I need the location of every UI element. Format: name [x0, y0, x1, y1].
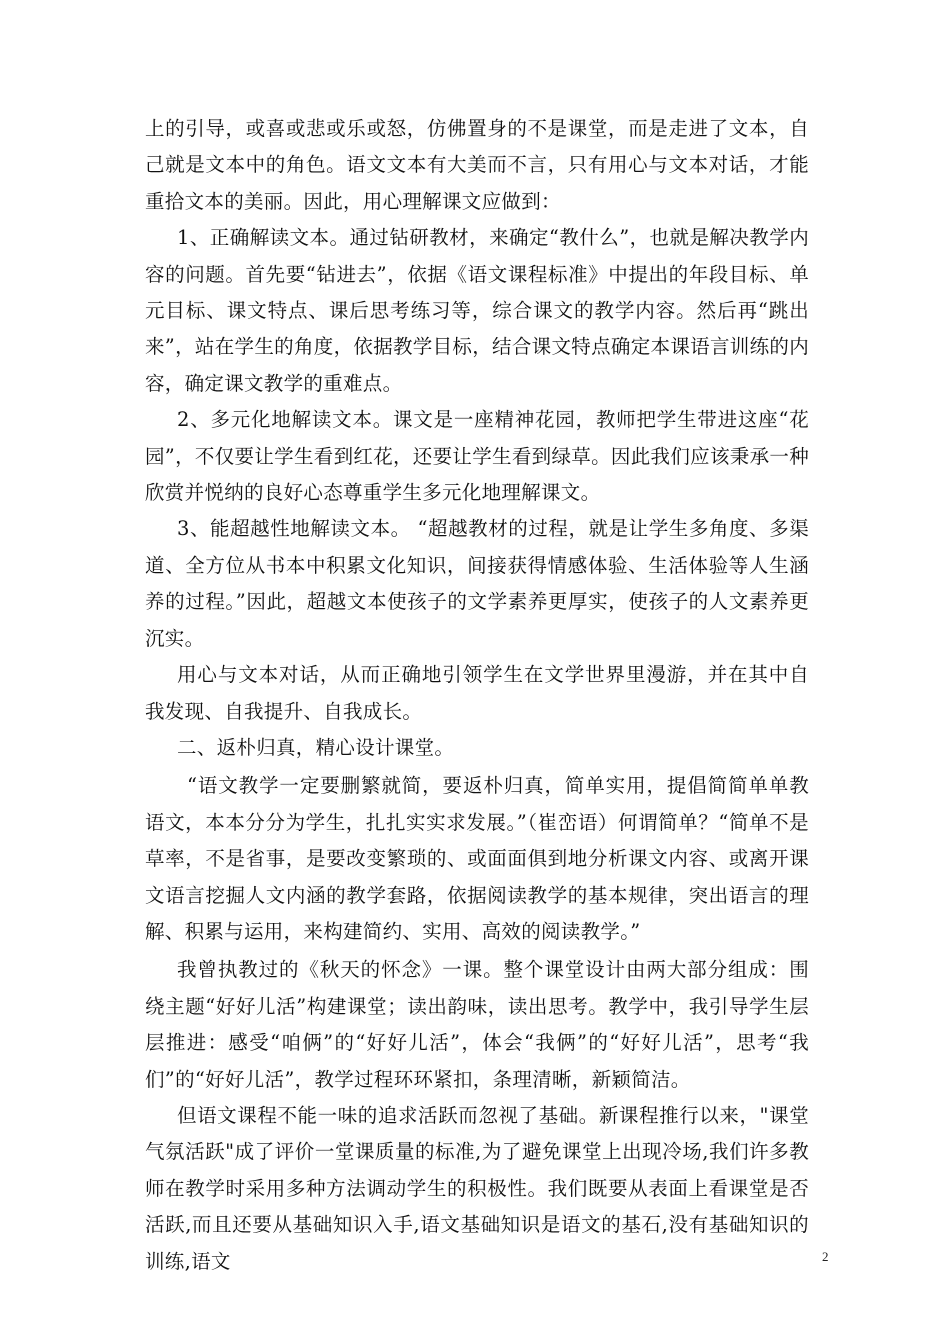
paragraph-continuation: 上的引导，或喜或悲或乐或怒，仿佛置身的不是课堂，而是走进了文本，自己就是文本中的角色。语文文本有大美而不言，只有用心与文本对话，才能重拾文本的美丽。因此，用心理解课文应做到： [145, 117, 809, 213]
paragraph-point-3: 3、能超越性地解读文本。 “超越教材的过程，就是让学生多角度、多渠道、全方位从书本中积累文化知识，间接获得情感体验、生活体验等人生涵养的过程。”因此，超越文本使孩子的文学素养更厚实，使孩子的人文素养更沉实。 [145, 517, 809, 650]
page-number: 2 [822, 1249, 829, 1264]
paragraph-example: 我曾执教过的《秋天的怀念》一课。整个课堂设计由两大部分组成：围绕主题“好好儿活”构建课堂；读出韵味，读出思考。教学中，我引导学生层层推进：感受“咱俩”的“好好儿活”，体会“我俩”的“好好儿活”，思考“我们”的“好好儿活”，教学过程环环紧扣，条理清晰，新颖简洁。 [145, 958, 809, 1091]
paragraph-point-2: 2、多元化地解读文本。课文是一座精神花园，教师把学生带进这座“花园”，不仅要让学生看到红花，还要让学生看到绿草。因此我们应该秉承一种欣赏并悦纳的良好心态尊重学生多元化地理解课文。 [145, 408, 809, 505]
paragraph-summary: 用心与文本对话，从而正确地引领学生在文学世界里漫游，并在其中自我发现、自我提升、自我成长。 [145, 663, 809, 723]
body-text [145, 111, 809, 1280]
paragraph-point-1: 1、正确解读文本。通过钻研教材，来确定“教什么”，也就是解决教学内容的问题。首先要“钻进去”，依据《语文课程标准》中提出的年段目标、单元目标、课文特点、课后思考练习等，综合课文的教学内容。然后再“跳出来”，站在学生的角度，依据教学目标，结合课文特点确定本课语言训练的内容，确定课文教学的重难点。 [145, 226, 809, 395]
paragraph-basics: 但语文课程不能一味的追求活跃而忽视了基础。新课程推行以来，"课堂气氛活跃"成了评价一堂课质量的标准,为了避免课堂上出现冷场,我们许多教师在教学时采用多种方法调动学生的积极性。我们既要从表面上看课堂是否活跃,而且还要从基础知识入手,语文基础知识是语文的基石,没有基础知识的训练,语文 [145, 1103, 809, 1273]
paragraph-quote: “语文教学一定要删繁就简，要返朴归真，简单实用，提倡简简单单教语文，本本分分为学生，扎扎实实求发展。”（崔峦语）何谓简单？“简单不是草率，不是省事，是要改变繁琐的、或面面俱到地分析课文内容、或离开课文语言挖掘人文内涵的教学套路，依据阅读教学的基本规律，突出语言的理解、积累与运用，来构建简约、实用、高效的阅读教学。” [145, 774, 809, 943]
section-heading: 二、返朴归真，精心设计课堂。 [177, 735, 455, 759]
